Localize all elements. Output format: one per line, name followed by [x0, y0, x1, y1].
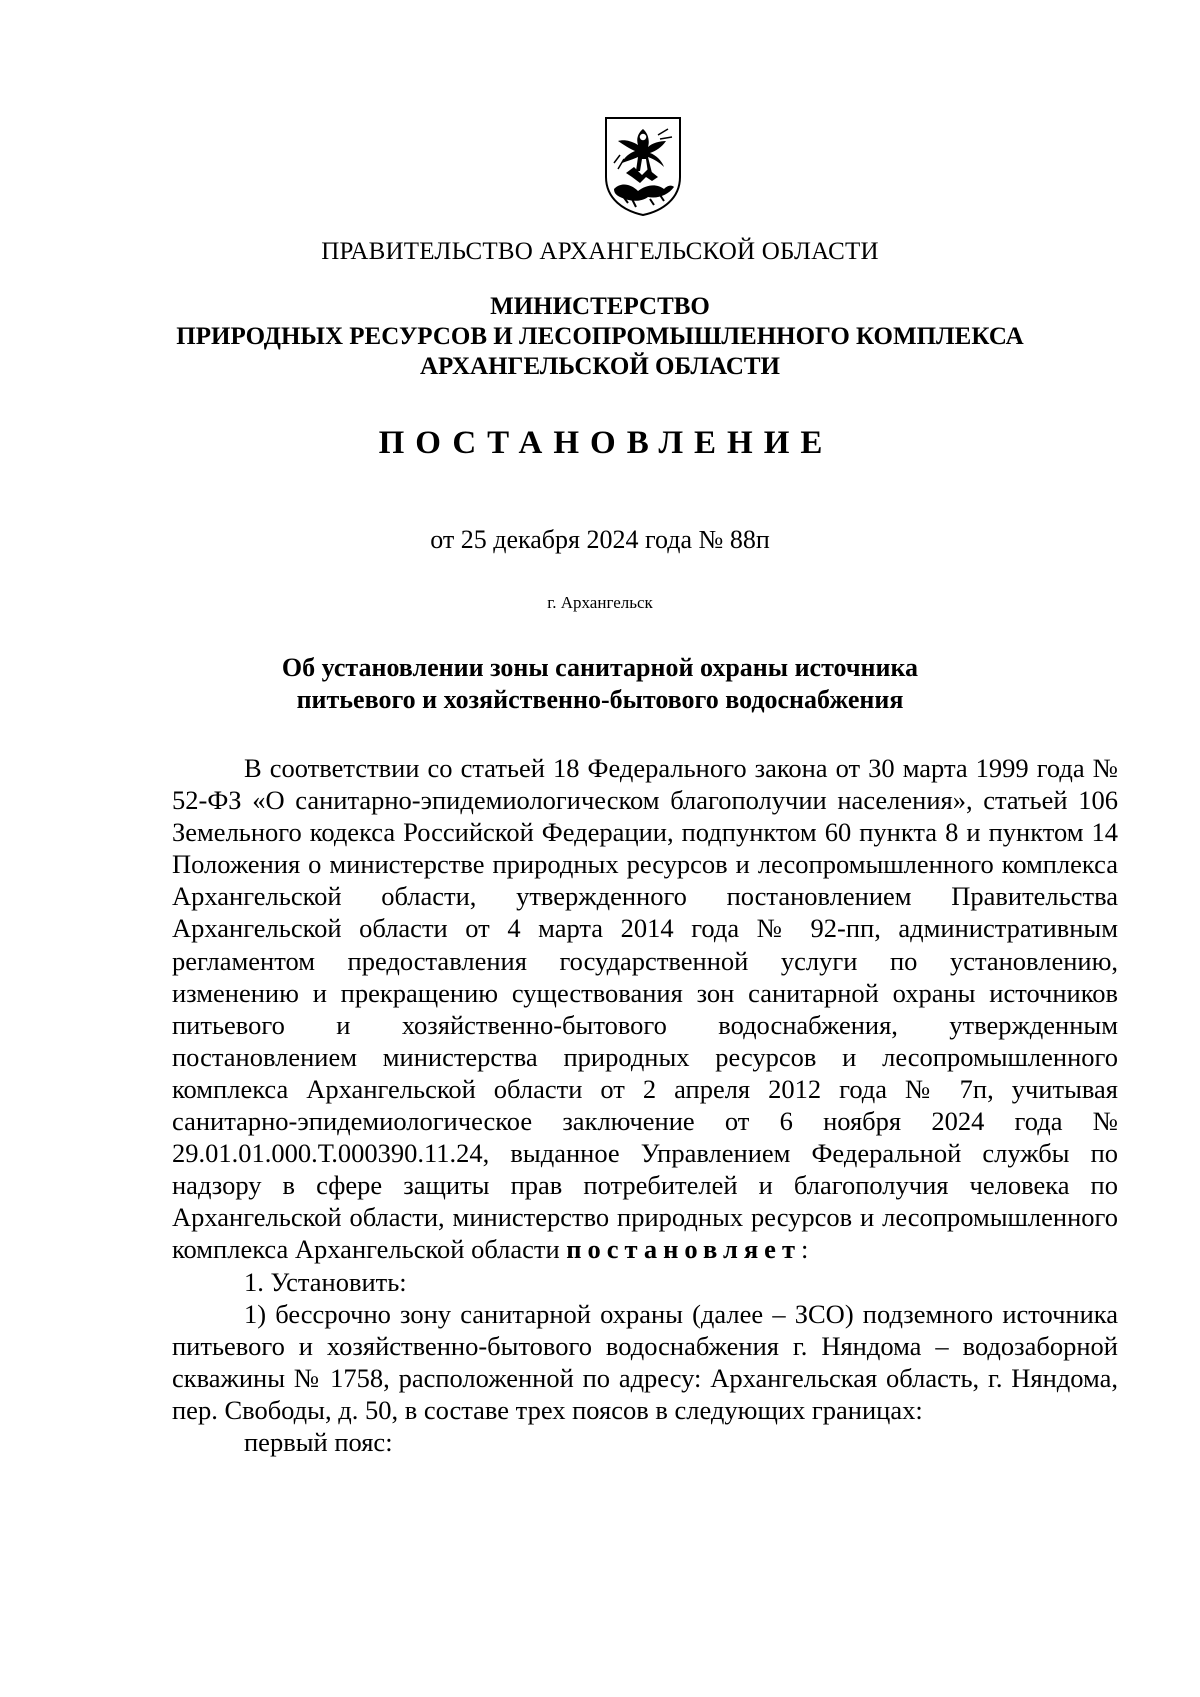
- coat-of-arms-icon: [602, 115, 684, 217]
- ministry-name: [0, 292, 1200, 382]
- ministry-name-line: ПРИРОДНЫХ РЕСУРСОВ И ЛЕСОПРОМЫШЛЕННОГО КОМПЛЕКСА: [176, 323, 1024, 350]
- resolves-word: постановляет: [566, 1234, 801, 1265]
- resolves-colon: :: [800, 1234, 809, 1265]
- preamble-text: В соответствии со статьей 18 Федерального закона от 30 марта 1999 года № 52-ФЗ «О санитарно-эпидемиологическом благополучии населения», статьей 106 Земельного кодекса Российской Федерации, подпунктом 60 пункта 8 и пунктом 14 Положения о министерстве природных ресурсов и лесопромышленного комплекса Архангельской области, утвержденного постановлением Правительства Архангельской области от 4 марта 2014 года № 92-пп, административным регламентом предоставления государственной услуги по установлению, изменению и прекращению существования зон санитарной охраны источников питьевого и хозяйственно-бытового водоснабжения, утвержденным постановлением министерства природных ресурсов и лесопромышленного комплекса Архангельской области от 2 апреля 2012 года № 7п, учитывая санитарно-эпидемиологическое заключение от 6 ноября 2024 года № 29.01.01.000.Т.000390.11.24, выданное Управлением Федеральной службы по надзору в сфере защиты прав потребителей и благополучия человека по Архангельской области, министерство природных ресурсов и лесопромышленного комплекса Архангельской области: [172, 753, 1118, 1265]
- document-title-line: питьевого и хозяйственно-бытового водоснабжения: [296, 685, 904, 714]
- ministry-name-line: АРХАНГЕЛЬСКОЙ ОБЛАСТИ: [420, 353, 780, 380]
- document-body: [172, 752, 1118, 1458]
- government-name: ПРАВИТЕЛЬСТВО АРХАНГЕЛЬСКОЙ ОБЛАСТИ: [321, 238, 879, 265]
- preamble-paragraph: [172, 752, 1118, 1266]
- document-date-number: от 25 декабря 2024 года № 88п: [430, 525, 770, 554]
- document-title: [0, 652, 1200, 716]
- first-belt-paragraph: первый пояс:: [244, 1426, 393, 1457]
- document-type: ПОСТАНОВЛЕНИЕ: [378, 425, 834, 461]
- ministry-name-line: МИНИСТЕРСТВО: [490, 293, 710, 320]
- item-1-paragraph: 1. Установить:: [244, 1266, 407, 1297]
- subitem-1-paragraph: 1) бессрочно зону санитарной охраны (далее – ЗСО) подземного источника питьевого и хозяйственно-бытового водоснабжения г. Няндома – водозаборной скважины № 1758, расположенной по адресу: Архангельская область, г. Няндома, пер. Свободы, д. 50, в составе трех поясов в следующих границах:: [172, 1298, 1118, 1425]
- document-city: г. Архангельск: [547, 593, 653, 612]
- document-title-line: Об установлении зоны санитарной охраны источника: [281, 653, 919, 682]
